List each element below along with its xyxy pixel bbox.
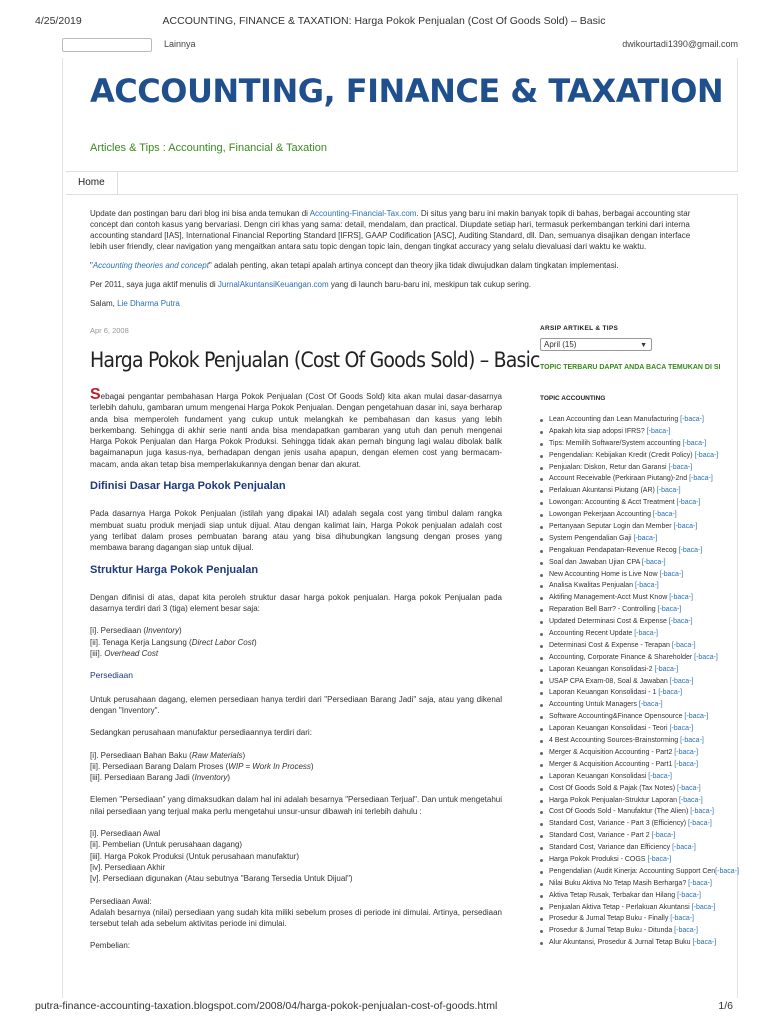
baca-link[interactable]: [-baca-] [688,820,712,828]
baca-link[interactable]: [-baca-] [647,855,672,863]
baca-link[interactable]: [-baca-] [674,927,698,935]
archive-select[interactable] [540,338,652,351]
baca-link[interactable]: [-baca-] [680,737,704,745]
baca-link[interactable]: [-baca-] [684,713,709,721]
topic-item[interactable]: Penjualan Aktiva Tetap - Perlakuan Akuntansi [-baca-] [540,902,735,914]
nav-home-tab[interactable]: Home [66,172,118,194]
topic-item[interactable]: Apakah kita siap adopsi IFRS? [-baca-] [540,426,735,438]
print-url: putra-finance-accounting-taxation.blogspot.com/2008/04/harga-pokok-penjualan-cost-of-goods.html [35,1000,498,1012]
topic-item[interactable]: Alur Akuntansi, Prosedur & Jurnal Tetap Buku [-baca-] [540,937,735,949]
list-item: [ii]. Tenaga Kerja Langsung (Direct Labor Cost) [90,637,257,647]
site-title[interactable]: ACCOUNTING, FINANCE & TAXATION [90,72,724,110]
topic-item[interactable]: Lowongan: Accounting & Acct Treatment [-baca-] [540,497,735,509]
baca-link[interactable]: [-baca-] [692,939,717,947]
baca-link[interactable]: [-baca-] [694,653,718,661]
topic-item[interactable]: Cost Of Goods Sold & Pajak (Tax Notes) [-baca-] [540,783,735,795]
baca-link[interactable]: [-baca-] [641,558,666,566]
topic-item[interactable]: Aktiva Tetap Rusak, Terbakar dan Hilang [-baca-] [540,890,735,902]
topic-item[interactable]: Prosedur & Jurnal Tetap Buku - Ditunda [-baca-] [540,925,735,937]
topic-item[interactable]: New Accounting Home is Live Now [-baca-] [540,569,735,581]
notice-paragraph-2: "Accounting theories and concept" adalah penting, akan tetapi apalah artinya concept dan theory jika tidak diwujudkan dalam tingkatan implementasi. [90,261,619,270]
awal-paragraph: Adalah besarnya (nilai) persediaan yang sudah kita miliki sebelum proses di periode ini dimulai. Artinya, persediaan tersebut telah ada sebelum aktivitas periode ini dimulai. [90,907,502,929]
topic-item[interactable]: Nilai Buku Aktiva No Tetap Masih Berharga? [-baca-] [540,878,735,890]
accounting-financial-tax-link[interactable]: Accounting-Financial-Tax.com [309,209,417,218]
archive-selected-value: April (15) [544,340,577,349]
latest-topic-link[interactable]: TOPIC TERBARU DAPAT ANDA BACA TEMUKAN DI SI [540,364,721,371]
topic-item[interactable]: Standard Cost, Variance - Part 2 [-baca-] [540,830,735,842]
baca-link[interactable]: [-baca-] [657,606,682,614]
topic-item[interactable]: System Pengendalian Gaji [-baca-] [540,533,735,545]
topic-item[interactable]: Pengendalian (Audit Kinerja: Accounting Support Cen[-baca-] [540,866,735,878]
topic-item[interactable]: Tips: Memilih Software/System accounting [-baca-] [540,438,735,450]
blog-search-input[interactable] [62,38,152,52]
baca-link[interactable]: [-baca-] [694,451,719,459]
baca-link[interactable]: [-baca-] [658,689,683,697]
baca-link[interactable]: [-baca-] [715,867,739,875]
notice-paragraph-3: Per 2011, saya juga aktif menulis di JurnalAkuntansiKeuangan.com yang di launch baru-baru ini, meskipun tak cukup sering. [90,280,532,289]
topic-item[interactable]: Soal dan Jawaban Ujian CPA [-baca-] [540,557,735,569]
topic-item[interactable]: Harga Pokok Penjualan-Struktur Laporan [-baca-] [540,795,735,807]
print-header [0,0,768,30]
list-item: [ii]. Pembelian (Untuk perusahaan dagang) [90,840,243,850]
topic-item[interactable]: Pengakuan Pendapatan-Revenue Recog [-baca-] [540,545,735,557]
baca-link[interactable]: [-baca-] [677,784,701,792]
heading-struktur: Struktur Harga Pokok Penjualan [90,563,259,576]
topic-item[interactable]: Updated Determinasi Cost & Expense [-baca-] [540,616,735,628]
list-item: [v]. Persediaan digunakan (Atau sebutnya "Barang Tersedia Untuk Dijual") [90,874,353,884]
user-email[interactable]: dwikourtadi1390@gmail.com [622,39,738,49]
element-list [90,625,502,659]
topic-item[interactable]: Reparation Bell Barr? - Controlling [-baca-] [540,604,735,616]
notice-paragraph-4: Salam, Lie Dharma Putra [90,299,180,308]
unsur-list [90,828,502,884]
baca-link[interactable]: [-baca-] [652,511,677,519]
baca-link[interactable]: [-baca-] [678,796,703,804]
heading-definisi: Difinisi Dasar Harga Pokok Penjualan [90,480,286,493]
site-description: Articles & Tips : Accounting, Financial & Taxation [90,142,328,154]
author-link[interactable]: Lie Dharma Putra [117,299,180,308]
baca-link[interactable]: [-baca-] [672,844,696,852]
topic-item[interactable]: Pertanyaan Seputar Login dan Member [-baca-] [540,521,735,533]
heading-persediaan: Persediaan [90,670,134,681]
baca-link[interactable]: [-baca-] [680,416,704,423]
topic-list [540,414,739,949]
manufaktur-list [90,750,502,784]
print-title: ACCOUNTING, FINANCE & TAXATION: Harga Pokok Penjualan (Cost Of Goods Sold) – Basic [162,15,606,27]
post-title[interactable]: Harga Pokok Penjualan (Cost Of Goods Sold) – Basic [90,348,540,372]
nav-bar [66,171,738,195]
baca-link[interactable]: [-baca-] [656,487,681,495]
print-page-number: 1/6 [718,1000,733,1012]
topic-item[interactable]: USAP CPA Exam-08, Soal & Jawaban [-baca-] [540,676,735,688]
topic-item[interactable]: Analisa Kwalitas Penjualan [-baca-] [540,580,735,592]
baca-link[interactable]: [-baca-] [674,760,699,768]
drop-cap: S [90,386,101,403]
next-blog-link[interactable]: Lainnya [164,39,196,49]
baca-link[interactable]: [-baca-] [654,665,679,673]
blogger-navbar [62,36,738,56]
baca-link[interactable]: [-baca-] [673,523,698,531]
dropdown-arrow-icon: ▼ [640,342,647,349]
definisi-paragraph: Pada dasarnya Harga Pokok Penjualan (istilah yang dipakai IAI) adalah segala cost yang timbul dalam rangka membuat suatu produk menjadi siap untuk dijual. Atau dengan kalimat lain, Harga Pokok penjualan adalah cost yang terlibat dalam proses pembuatan barang atau yang bisa dihubungkan langsung dengan proses yang membawa barang dagangan siap untuk dijual. [90,509,502,553]
topic-item[interactable]: Aktifing Management-Acct Must Know [-baca-] [540,592,735,604]
post-body [90,386,502,952]
baca-link[interactable]: [-baca-] [668,463,693,471]
list-item: [iii]. Overhead Cost [90,649,159,659]
baca-link[interactable]: [-baca-] [689,475,713,483]
topic-item[interactable]: Prosedur & Jurnal Tetap Buku - Finally [-baca-] [540,913,735,925]
struktur-paragraph: Dengan difinisi di atas, dapat kita peroleh struktur dasar harga pokok penjualan. Harga pokok Penjualan pada dasarnya terdiri dari 3 (tiga) element besar saja: [90,592,502,614]
topic-item[interactable]: Laporan Keuangan Konsolidasi [-baca-] [540,771,735,783]
baca-link[interactable]: [-baca-] [651,832,676,840]
baca-link[interactable]: [-baca-] [638,701,663,709]
topic-item[interactable]: Penjualan: Diskon, Retur dan Garansi [-baca-] [540,462,735,474]
print-date: 4/25/2019 [35,15,82,27]
persediaan-paragraph: Untuk perusahaan dagang, elemen persediaan hanya terdiri dari "Persediaan Barang Jadi" saja, atau yang dikenal dengan "Inventory". [90,694,502,715]
baca-link[interactable]: [-baca-] [668,618,693,626]
topic-item[interactable]: Merger & Acquisition Accounting - Part2 [-baca-] [540,747,735,759]
baca-link[interactable]: [-baca-] [659,570,684,578]
topic-header: TOPIC ACCOUNTING [540,395,606,402]
baca-link[interactable]: [-baca-] [669,677,694,685]
jurnal-akuntansi-link[interactable]: JurnalAkuntansiKeuangan.com [217,280,329,289]
list-item: [i]. Persediaan Bahan Baku (Raw Materials) [90,750,246,760]
baca-link[interactable]: [-baca-] [646,427,671,435]
topic-item[interactable]: 4 Best Accounting Sources-Brainstorming [-baca-] [540,735,735,747]
topic-item[interactable]: Cost Of Goods Sold - Manufaktur (The Alien) [-baca-] [540,806,735,818]
sidebar [540,325,739,949]
topic-item[interactable]: Merger & Acquisition Accounting - Part1 [-baca-] [540,759,735,771]
list-item: [iv]. Persediaan Akhir [90,862,166,872]
baca-link[interactable]: [-baca-] [691,903,716,911]
topic-item[interactable]: Harga Pokok Produksi - COGS [-baca-] [540,854,735,866]
list-item: [i]. Persediaan Awal [90,829,161,839]
awal-heading: Persediaan Awal: [90,896,152,906]
baca-link[interactable]: [-baca-] [669,725,694,733]
baca-link[interactable]: [-baca-] [634,630,658,638]
topic-item[interactable]: Standard Cost, Variance - Part 3 (Efficiency) [-baca-] [540,818,735,830]
intro-paragraph: Sebagai pengantar pembahasan Harga Pokok Penjualan (Cost Of Goods Sold) kita akan mulai dasar-dasarnya terlebih dahulu, gambaran umum mengenai Harga Pokok Penjualan. Dengan pengetahuan dasar ini, saya berharap anda bisa memperoleh fundament yang cukup untuk melangkah ke pembahasan dan kasus yang lebih berkembang. Sehingga di akhir serie nanti anda bisa mendapatkan gambaran yang utuh dan penuh mengenai Harga Pokok Penjualan dan Harga Pokok Produksi. Sehingga tidak akan pernah bingung lagi walau dibolak balik bagaimanapun juga kasus-nya, berhadapan dengan jenis usaha apapun, dengan elemen cost yang bermacam-macam, anda akan tetap bisa memperlakukannya dengan benar dan akurat. [90,386,502,469]
baca-link[interactable]: [-baca-] [674,748,699,756]
topic-item[interactable]: Account Receivable (Perkiraan Piutang)-2nd [-baca-] [540,473,735,485]
baca-link[interactable]: [-baca-] [671,641,696,649]
topic-item[interactable]: Accounting, Corporate Finance & Shareholder [-baca-] [540,652,735,664]
topic-item[interactable]: Perlakuan Akuntansi Piutang (AR) [-baca-] [540,485,735,497]
baca-link[interactable]: [-baca-] [669,594,693,602]
baca-link[interactable]: [-baca-] [676,499,701,507]
topic-item[interactable]: Laporan Keuangan Konsolidasi-2 [-baca-] [540,664,735,676]
list-item: [iii]. Persediaan Barang Jadi (Inventory) [90,773,231,783]
baca-link[interactable]: [-baca-] [648,772,672,780]
baca-link[interactable]: [-baca-] [678,546,703,554]
topic-item[interactable]: Software Accounting&Finance Opensource [-baca-] [540,711,735,723]
baca-link[interactable]: [-baca-] [690,808,714,816]
baca-link[interactable]: [-baca-] [670,915,694,923]
baca-link[interactable]: [-baca-] [677,891,701,899]
post-date: Apr 6, 2008 [90,326,129,335]
list-item: [iii]. Harga Pokok Produksi (Untuk perusahaan manufaktur) [90,851,299,861]
list-item: [ii]. Persediaan Barang Dalam Proses (WIP = Work In Process) [90,761,314,771]
baca-link[interactable]: [-baca-] [682,439,707,447]
baca-link[interactable]: [-baca-] [635,582,659,590]
notice-paragraph-1: Update dan postingan baru dari blog ini bisa anda temukan di Accounting-Financial-Tax.com. Di situs yang baru ini makin banyak topik di bahas, berbagai accounting star concept dan contoh kasus yang bervariasi. Dengn ciri khas yang sama: detail, mendalam, dan practical. Diupdate setiap hari, termasuk perkembangan terkini dari interna accounting standard [IAS], International Financial Reporting Standard [IFRS], GAAP Codification [ASC], Auditing Standard, dll. Dan, semuanya disajikan dengan interface lebih user friendly, clear navigation yang mengaitkan antara satu topic dengan topic lain, dengan tingkat accuracy yang selalu dievaluasi dari waktu ke waktu. [90,209,691,251]
topic-item[interactable]: Laporan Keuangan Konsolidasi - 1 [-baca-] [540,687,735,699]
notice-block [90,208,738,317]
topic-item[interactable]: Lean Accounting dan Lean Manufacturing [-baca-] [540,414,735,426]
topic-item[interactable]: Pengendalian: Kebijakan Kredit (Credit Policy) [-baca-] [540,450,735,462]
topic-item[interactable]: Accounting Recent Update [-baca-] [540,628,735,640]
topic-item[interactable]: Laporan Keuangan Konsolidasi - Teori [-baca-] [540,723,735,735]
baca-link[interactable]: [-baca-] [688,879,712,887]
topic-item[interactable]: Lowongan Pekerjaan Accounting [-baca-] [540,509,735,521]
pembelian-heading: Pembelian: [90,941,131,951]
elemen-paragraph: Elemen "Persediaan" yang dimaksudkan dalam hal ini adalah besarnya "Persediaan Terjual". Dan untuk mengetahui nilai persediaan yang terjual maka perlu mengetahui unsur-unsur dibawah ini terlebih dahulu : [90,795,502,816]
baca-link[interactable]: [-baca-] [633,534,658,542]
list-item: [i]. Persediaan (Inventory) [90,626,182,636]
archive-header: ARSIP ARTIKEL & TIPS [540,325,619,332]
topic-item[interactable]: Standard Cost, Variance dan Efficiency [-baca-] [540,842,735,854]
theories-concept-link[interactable]: Accounting theories and concept [92,261,209,270]
topic-item[interactable]: Accounting Untuk Managers [-baca-] [540,699,735,711]
manufaktur-paragraph: Sedangkan perusahaan manufaktur persediaannya terdiri dari: [90,728,312,738]
topic-item[interactable]: Determinasi Cost & Expense - Terapan [-baca-] [540,640,735,652]
